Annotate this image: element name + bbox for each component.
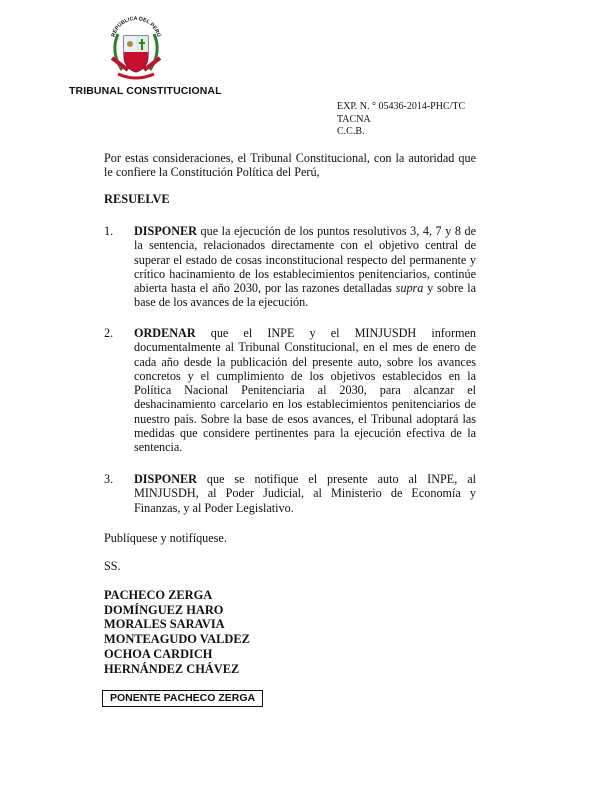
item-text: que la ejecución de los puntos resolutivos 3, 4, 7 y 8 de la sentencia, relacionados directamente con el objetivo central de superar el estado de cosas inconstitucional respecto del permanente y crítico hacinamiento de los establecimientos penitenciarios, continúe abierta hasta el año 2030, por las razones detalladas [134,224,476,296]
item-italic-term: supra [395,281,424,296]
ponente-box: PONENTE PACHECO ZERGA [102,690,263,707]
item-number: 2. [104,326,114,340]
case-number: EXP. N. ° 05436-2014-PHC/TC [337,101,466,112]
signer-name: PACHECO ZERGA [104,588,213,602]
coat-of-arms-logo [104,12,168,82]
item-text: que se notifique el presente auto al INPE, al MINJUSDH, al Poder Judicial, al Ministerio de Economía y Finanzas, y al Poder Legislativo. [134,472,476,515]
case-code: C.C.B. [337,126,365,138]
signer-name: OCHOA CARDICH [104,646,213,661]
case-city: TACNA [337,113,371,125]
seal-arc-text: REPÚBLICA DEL PERÚ [110,15,162,38]
resolution-item-2 [104,326,476,455]
intro-paragraph: Por estas consideraciones, el Tribunal Constitucional, con la autoridad que le confiere la Constitución Política del Perú, [104,151,476,180]
item-text-end: y sobre la base de los avances de la ejecución. [134,281,476,310]
ss-line: SS. [104,559,121,573]
item-number: 3. [104,472,114,486]
signers-list [104,588,250,676]
case-reference [337,101,465,139]
resuelve-heading: RESUELVE [104,192,170,206]
signer-name: HERNÁNDEZ CHÁVEZ [104,661,240,676]
signer-name: MONTEAGUDO VALDEZ [104,632,250,647]
item-verb: DISPONER [134,224,197,238]
item-number: 1. [104,224,114,238]
closing-line: Publíquese y notifíquese. [104,531,227,545]
signer-name: MORALES SARAVIA [104,617,225,632]
item-verb: ORDENAR [134,326,196,340]
signer-name: DOMÍNGUEZ HARO [104,602,224,617]
item-text: que el INPE y el MINJUSDH informen documentalmente al Tribunal Constitucional, en el mes de enero de cada año desde la publicación del presente auto, sobre los avances concretos y el cumplimiento de los objetivos establecidos en la Política Nacional Penitenciaria al 2030, para alcanzar el deshacinamiento carcelario en los establecimientos penitenciarios de nuestro país. Sobre la base de esos avances, el Tribunal adoptará las medidas que considere pertinentes para la ejecución efectiva de la sentencia. [134,326,476,455]
item-verb: DISPONER [134,472,197,486]
resolution-item-1 [104,224,476,310]
resolution-item-3 [104,472,476,515]
institution-name: TRIBUNAL CONSTITUCIONAL [69,85,222,97]
